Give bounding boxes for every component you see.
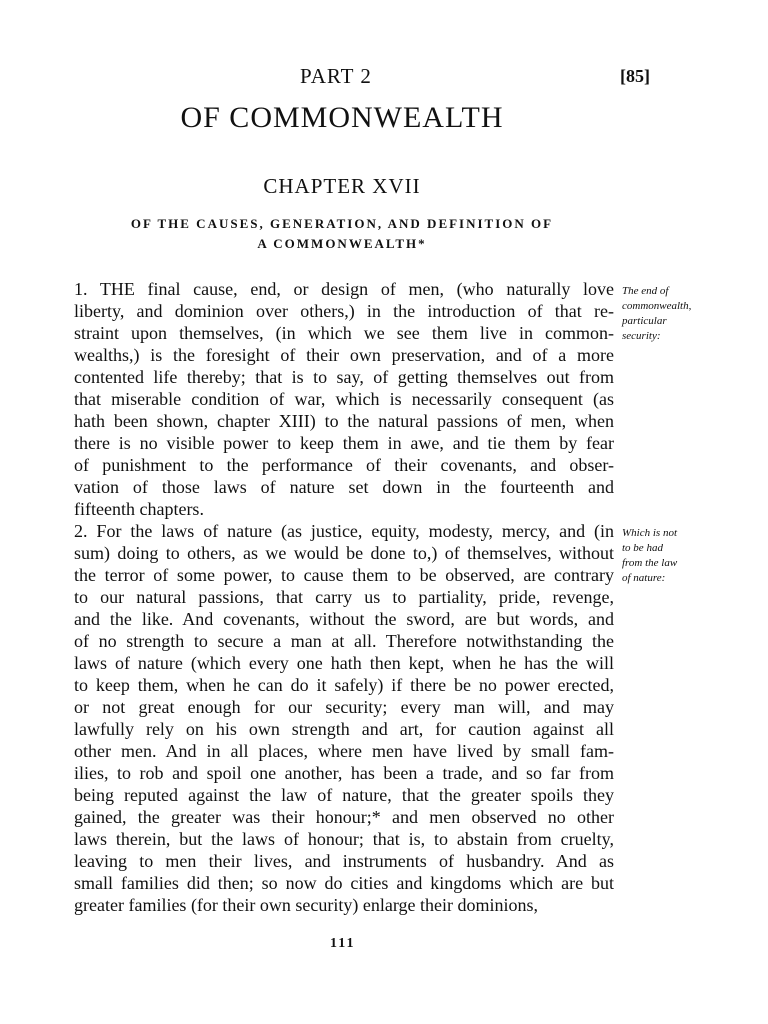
marginal-note-line: Which is not bbox=[622, 527, 677, 539]
body-line: gained, the greater was their honour;* and men observed no other bbox=[74, 807, 614, 827]
marginal-note-line: to be had bbox=[622, 542, 663, 554]
body-line: there is no visible power to keep them in awe, and tie them by fear bbox=[74, 433, 614, 453]
marginal-note-line: The end of bbox=[622, 285, 669, 297]
marginal-note-line: security: bbox=[622, 330, 661, 342]
body-line: and the like. And covenants, without the sword, are but words, and bbox=[74, 609, 614, 629]
body-line: laws therein, but the laws of honour; that is, to abstain from cruelty, bbox=[74, 829, 614, 849]
body-line: the terror of some power, to cause them to be observed, are contrary bbox=[74, 565, 614, 585]
marginal-note-line: particular bbox=[622, 315, 667, 327]
body-line: to our natural passions, that carry us to partiality, pride, revenge, bbox=[74, 587, 614, 607]
body-line: of no strength to secure a man at all. Therefore notwithstanding the bbox=[74, 631, 614, 651]
body-line: wealths,) is the foresight of their own preservation, and of a more bbox=[74, 345, 614, 365]
body-line: hath been shown, chapter XIII) to the natural passions of men, when bbox=[74, 411, 614, 431]
body-line: small families did then; so now do cities and kingdoms which are but bbox=[74, 873, 614, 893]
body-line: or not great enough for our security; every man will, and may bbox=[74, 697, 614, 717]
chapter-subtitle-line: A COMMONWEALTH* bbox=[257, 236, 427, 251]
body-line: contented life thereby; that is to say, of getting themselves out from bbox=[74, 367, 614, 387]
page-title: OF COMMONWEALTH bbox=[180, 101, 504, 134]
body-line: greater families (for their own security) enlarge their dominions, bbox=[74, 895, 539, 915]
body-line: ilies, to rob and spoil one another, has been a trade, and so far from bbox=[74, 763, 614, 783]
chapter-heading: CHAPTER XVII bbox=[263, 174, 421, 198]
chapter-subtitle bbox=[70, 214, 614, 254]
body-line: other men. And in all places, where men have lived by small fam- bbox=[74, 741, 614, 761]
marginal-note-line: of nature: bbox=[622, 572, 666, 584]
chapter-subtitle-line: OF THE CAUSES, GENERATION, AND DEFINITION OF bbox=[130, 216, 554, 231]
body-line: leaving to men their lives, and instruments of husbandry. And as bbox=[74, 851, 614, 871]
body-line: straint upon themselves, (in which we see them live in common- bbox=[74, 323, 614, 343]
body-line: lawfully rely on his own strength and art, for caution against all bbox=[74, 719, 614, 739]
body-line: fifteenth chapters. bbox=[74, 499, 204, 519]
body-line: to keep them, when he can do it safely) if there be no power erected, bbox=[74, 675, 614, 695]
body-line: being reputed against the law of nature, that the greater spoils they bbox=[74, 785, 614, 805]
part-heading: PART 2 bbox=[300, 64, 372, 88]
body-line: 2. For the laws of nature (as justice, equity, modesty, mercy, and (in bbox=[74, 521, 614, 541]
marginal-note bbox=[622, 526, 762, 586]
body-line: laws of nature (which every one hath then kept, when he has the will bbox=[74, 653, 614, 673]
marginal-note bbox=[622, 284, 762, 344]
page-number: [85] bbox=[620, 66, 650, 86]
body-line: of punishment to the performance of their covenants, and obser- bbox=[74, 455, 614, 475]
body-line: liberty, and dominion over others,) in the introduction of that re- bbox=[74, 301, 614, 321]
body-line: 1. THE final cause, end, or design of men, (who naturally love bbox=[74, 279, 614, 299]
body-line: sum) doing to others, as we would be done to,) of themselves, without bbox=[74, 543, 614, 563]
marginal-note-line: commonwealth, bbox=[622, 300, 692, 312]
body-line: vation of those laws of nature set down in the fourteenth and bbox=[74, 477, 614, 497]
body-line: that miserable condition of war, which is necessarily consequent (as bbox=[74, 389, 614, 409]
marginal-note-line: from the law bbox=[622, 557, 678, 569]
footer-page-numeral: 111 bbox=[330, 936, 356, 951]
body-text bbox=[74, 278, 614, 916]
